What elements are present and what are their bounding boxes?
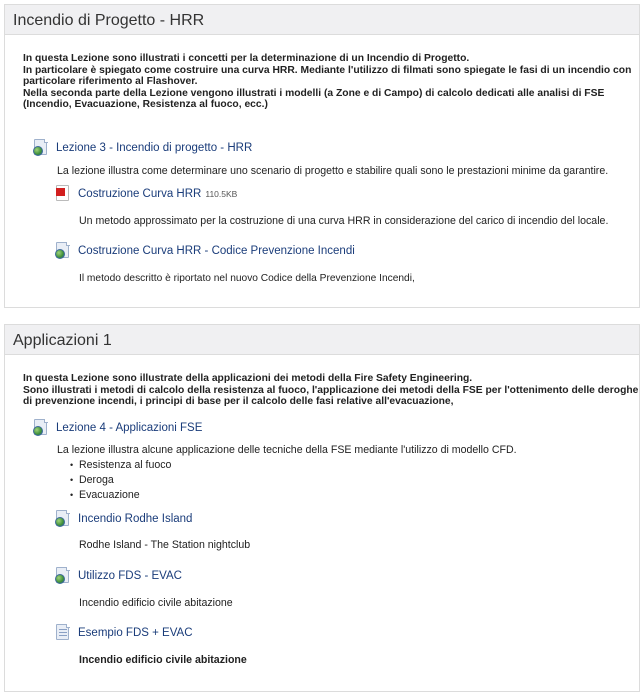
section-title: Applicazioni 1 bbox=[13, 332, 112, 349]
costruzione-curva-hrr-label[interactable]: Costruzione Curva HRR bbox=[78, 187, 202, 200]
lesson-4-topics bbox=[79, 458, 171, 503]
globe-page-icon bbox=[55, 242, 72, 259]
summary-line: In questa Lezione sono illustrate della applicazioni dei metodi della Fire Safety Engineering. bbox=[23, 373, 473, 384]
globe-page-icon bbox=[55, 510, 72, 527]
utilizzo-fds-evac-label[interactable]: Utilizzo FDS - EVAC bbox=[78, 569, 182, 582]
utilizzo-fds-evac-description: Incendio edificio civile abitazione bbox=[79, 597, 233, 609]
list-item: • Deroga bbox=[79, 473, 171, 488]
section-summary bbox=[23, 373, 639, 408]
summary-line: In questa Lezione sono illustrati i concetti per la determinazione di un Incendio di Progetto. bbox=[23, 53, 470, 64]
section-applicazioni-1 bbox=[4, 324, 640, 692]
globe-page-icon bbox=[55, 567, 72, 584]
costruzione-curva-hrr-description: Un metodo approssimato per la costruzione di una curva HRR in considerazione del carico di incendio del locale. bbox=[79, 215, 609, 227]
lesson-3-description: La lezione illustra come determinare uno scenario di progetto e stabilire quali sono le prestazioni minime da garantire. bbox=[57, 165, 609, 177]
globe-page-icon bbox=[33, 139, 50, 156]
incendio-rodhe-island-description: Rodhe Island - The Station nightclub bbox=[79, 539, 251, 551]
summary-line: Nella seconda parte della Lezione vengono illustrati i modelli (a Zone e di Campo) di calcolo dedicati alle analisi di FSE bbox=[23, 87, 605, 99]
section-summary bbox=[23, 53, 633, 111]
summary-line: (Incendio, Evacuazione, Resistenza al fuoco, ecc.) bbox=[23, 99, 268, 110]
utilizzo-fds-evac-link[interactable] bbox=[55, 567, 182, 584]
esempio-fds-evac-label[interactable]: Esempio FDS + EVAC bbox=[78, 626, 193, 639]
curva-hrr-codice-link[interactable] bbox=[55, 242, 355, 259]
summary-line: In particolare è spiegato come costruire una curva HRR. Mediante l'utilizzo di filmati sono spiegate le fasi di un incendio con bbox=[23, 64, 632, 76]
lesson-3-label[interactable]: Lezione 3 - Incendio di progetto - HRR bbox=[56, 141, 253, 154]
incendio-rodhe-island-link[interactable] bbox=[55, 510, 192, 527]
curva-hrr-codice-label[interactable]: Costruzione Curva HRR - Codice Prevenzione Incendi bbox=[78, 244, 355, 257]
section-header bbox=[5, 5, 639, 35]
lesson-4-description: La lezione illustra alcune applicazione delle tecniche della FSE mediante l'utilizzo di modello CFD. bbox=[57, 444, 517, 456]
list-item: • Evacuazione bbox=[79, 488, 171, 503]
list-item: • Resistenza al fuoco bbox=[79, 458, 171, 473]
curva-hrr-codice-description: Il metodo descritto è riportato nel nuovo Codice della Prevenzione Incendi, bbox=[79, 273, 415, 284]
summary-line: particolare riferimento al Flashover. bbox=[23, 76, 198, 87]
lesson-4-label[interactable]: Lezione 4 - Applicazioni FSE bbox=[56, 421, 203, 434]
document-icon bbox=[55, 624, 72, 641]
lesson-3-link[interactable] bbox=[33, 139, 252, 156]
section-incendio-di-progetto bbox=[4, 4, 640, 308]
lesson-4-link[interactable] bbox=[33, 419, 202, 436]
globe-page-icon bbox=[33, 419, 50, 436]
esempio-fds-evac-description: Incendio edificio civile abitazione bbox=[79, 654, 247, 666]
incendio-rodhe-island-label[interactable]: Incendio Rodhe Island bbox=[78, 512, 193, 525]
pdf-icon bbox=[55, 185, 72, 202]
costruzione-curva-hrr-link[interactable] bbox=[55, 185, 237, 202]
summary-line: di prevenzione incendi, i principi di base per il calcolo delle fasi relative all'evacuazione, bbox=[23, 396, 454, 407]
section-header bbox=[5, 325, 639, 355]
section-title: Incendio di Progetto - HRR bbox=[13, 12, 205, 29]
file-size: 110.5KB bbox=[205, 188, 238, 199]
esempio-fds-evac-link[interactable] bbox=[55, 624, 193, 641]
summary-line: Sono illustrati i metodi di calcolo della resistenza al fuoco, l'applicazione dei metodi della FSE per l'ottenimento delle deroghe bbox=[23, 384, 639, 396]
